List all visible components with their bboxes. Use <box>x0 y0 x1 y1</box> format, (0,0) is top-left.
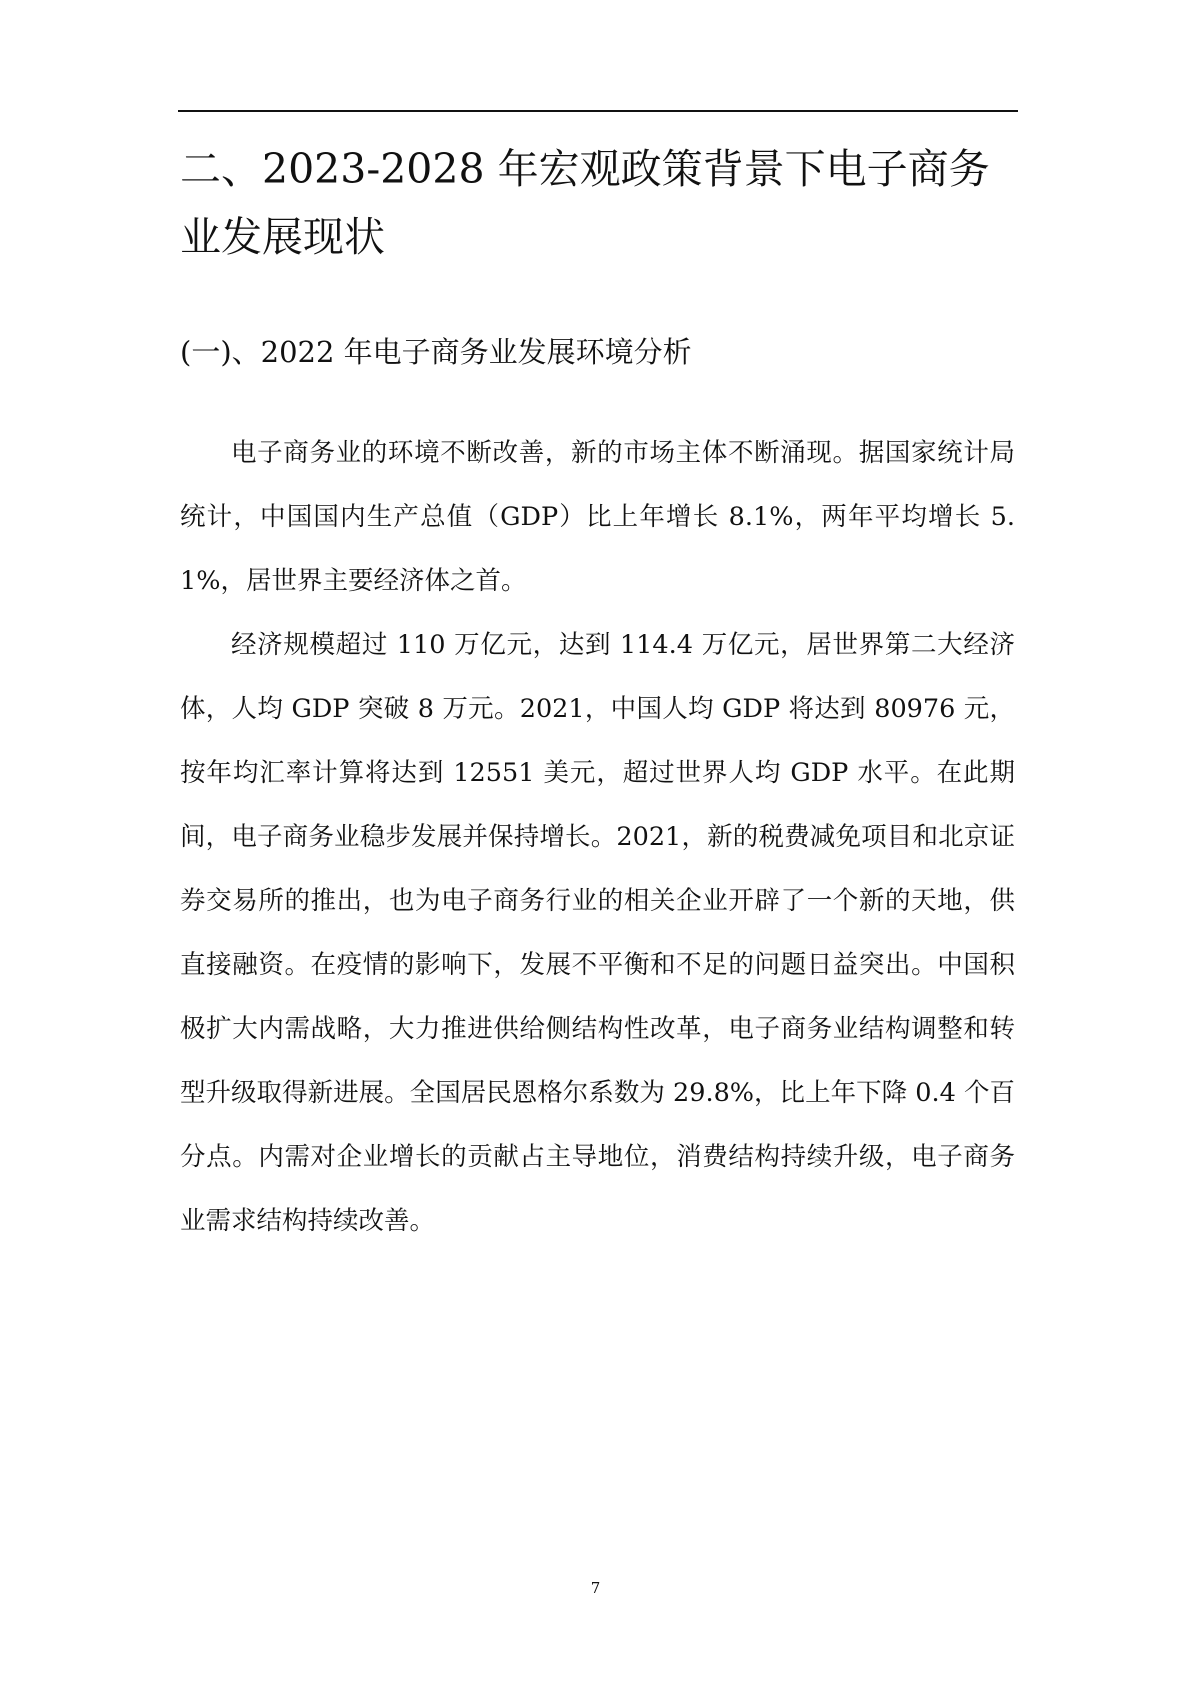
body-text <box>180 421 1015 1253</box>
section-heading: (一)、2022 年电子商务业发展环境分析 <box>180 335 692 369</box>
page-number: 7 <box>590 1579 601 1597</box>
header-rule <box>178 110 1018 112</box>
paragraph-1: 电子商务业的环境不断改善，新的市场主体不断涌现。据国家统计局统计，中国国内生产总值（GDP）比上年增长 8.1%，两年平均增长 5.1%，居世界主要经济体之首。 <box>180 438 1015 596</box>
chapter-title: 二、2023-2028 年宏观政策背景下电子商务业发展现状 <box>180 145 990 261</box>
paragraph-2: 经济规模超过 110 万亿元，达到 114.4 万亿元，居世界第二大经济体，人均 GDP 突破 8 万元。2021，中国人均 GDP 将达到 80976 元，按年均汇率计算将达到 12551 美元，超过世界人均 GDP 水平。在此期间，电子商务业稳步发展并保持增长。2021，新的税费减免项目和北京证券交易所的推出，也为电子商务行业的相关企业开辟了一个新的天地，供直接融资。在疫情的影响下，发展不平衡和不足的问题日益突出。中国积极扩大内需战略，大力推进供给侧结构性改革，电子商务业结构调整和转型升级取得新进展。全国居民恩格尔系数为 29.8%，比上年下降 0.4 个百分点。内需对企业增长的贡献占主导地位，消费结构持续升级，电子商务业需求结构持续改善。 <box>180 630 1015 1236</box>
